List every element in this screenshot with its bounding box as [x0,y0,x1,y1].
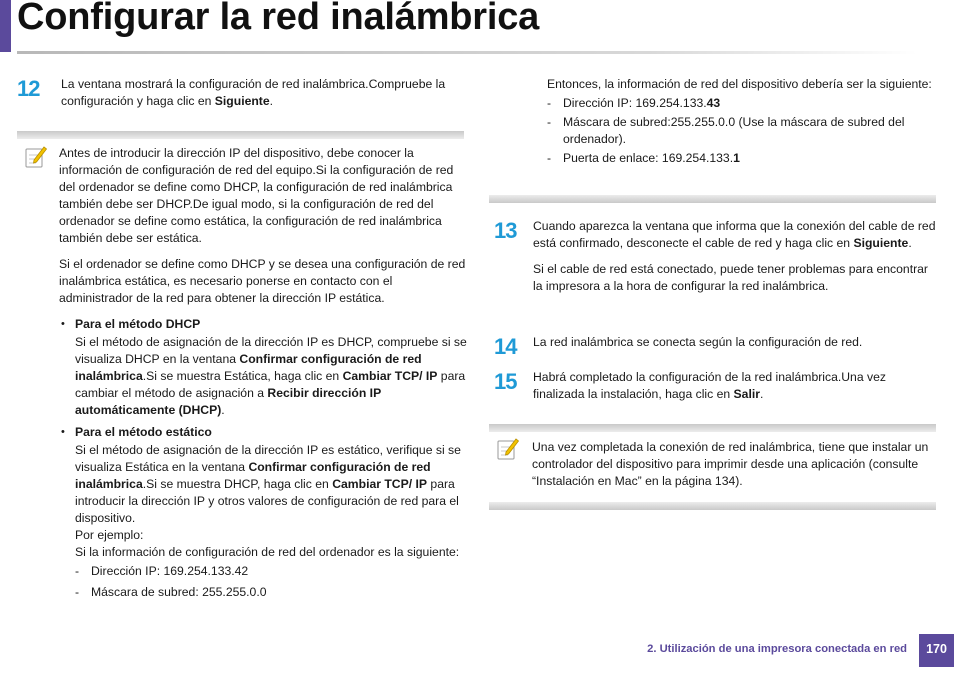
example-label: Por ejemplo: [75,528,144,542]
note-text: Una vez completada la conexión de red inalámbrica, tiene que instalar un controlador del dispositivo para imprimir desde una aplicación (consulte “Instalación en Mac” en la página 134). [532,440,929,488]
note-top-rule [17,131,464,139]
note-paragraph: Antes de introducir la dirección IP del dispositivo, debe conocer la información de configuración de red del equipo.Si la configuración de red del ordenador se define como DHCP, la configuración de red inalámbrica también debe ser DHCP.De igual modo, si la configuración de red del ordenador se define como estática, la configuración de red inalámbrica también debe ser estática. [59,146,454,245]
bullet-heading: Para el método estático [75,425,212,439]
step-number: 14 [494,334,517,359]
page-number: 170 [919,634,954,667]
note-text-left [59,145,467,601]
page-title: Configurar la red inalámbrica [17,0,540,38]
step-text: La ventana mostrará la configuración de red inalámbrica.Compruebe la configuración y haga clic en Siguiente. [61,77,446,108]
dhcp-description: Si el método de asignación de la dirección IP es DHCP, compruebe si se visualiza DHCP en la ventana Confirmar configuración de red inalámbrica.Si se muestra Estática, haga clic en Cambiar TCP/ IP para cambiar el método de asignación a Recibir dirección IP automáticamente (DHCP). [75,335,467,417]
step-number: 13 [494,218,517,243]
bullet-static [59,424,467,441]
step-text: Habrá completado la configuración de la red inalámbrica.Una vez finalizada la instalación, haga clic en Salir. [533,370,886,401]
continuation-intro: Entonces, la información de red del dispositivo debería ser la siguiente: [547,77,932,91]
title-divider [17,51,917,54]
bullet-dhcp [59,316,467,333]
bullet-heading: Para el método DHCP [75,317,201,331]
step-number: 12 [17,76,40,101]
note-bottom-rule [489,195,936,203]
note-box-driver [489,424,936,510]
list-item: - Puerta de enlace: 169.254.133.1 [547,151,740,165]
step-text: Cuando aparezca la ventana que informa que la conexión del cable de red está confirmado, desconecte el cable de red y haga clic en Siguiente. Si el cable de red está conectado, puede tener problemas para encontrar la impresora a la hora de configurar la red inalámbrica. [533,219,936,293]
pencil-note-icon [25,145,47,169]
note-paragraph: Si el ordenador se define como DHCP y se desea una configuración de red inalámbrica estática, es necesario ponerse en contacto con el administrador de la red para obtener la dirección IP estática. [59,257,466,305]
list-item: - Máscara de subred:255.255.0.0 (Use la máscara de subred del ordenador). [547,115,905,146]
list-item: - Dirección IP: 169.254.133.43 [547,96,721,110]
note-top-rule [489,424,936,432]
ip-example-continuation [547,76,935,167]
pencil-note-icon [497,437,519,461]
step-number: 15 [494,369,517,394]
note-bottom-rule [489,502,936,510]
example-intro: Si la información de configuración de red del ordenador es la siguiente: [75,545,460,559]
footer-chapter-link[interactable]: 2. Utilización de una impresora conectada en red [647,643,907,655]
static-description: Si el método de asignación de la dirección IP es estático, verifique si se visualiza Estática en la ventana Confirmar configuración de red inalámbrica.Si se muestra DHCP, haga clic en Cambiar TCP/ IP para introducir la dirección IP y otros valores de configuración de red para el dispositivo. [75,443,461,525]
step-text: La red inalámbrica se conecta según la configuración de red. [533,335,863,349]
list-item: - Máscara de subred: 255.255.0.0 [75,585,267,599]
list-item: - Dirección IP: 169.254.133.42 [75,564,249,578]
title-accent-bar [0,0,11,52]
